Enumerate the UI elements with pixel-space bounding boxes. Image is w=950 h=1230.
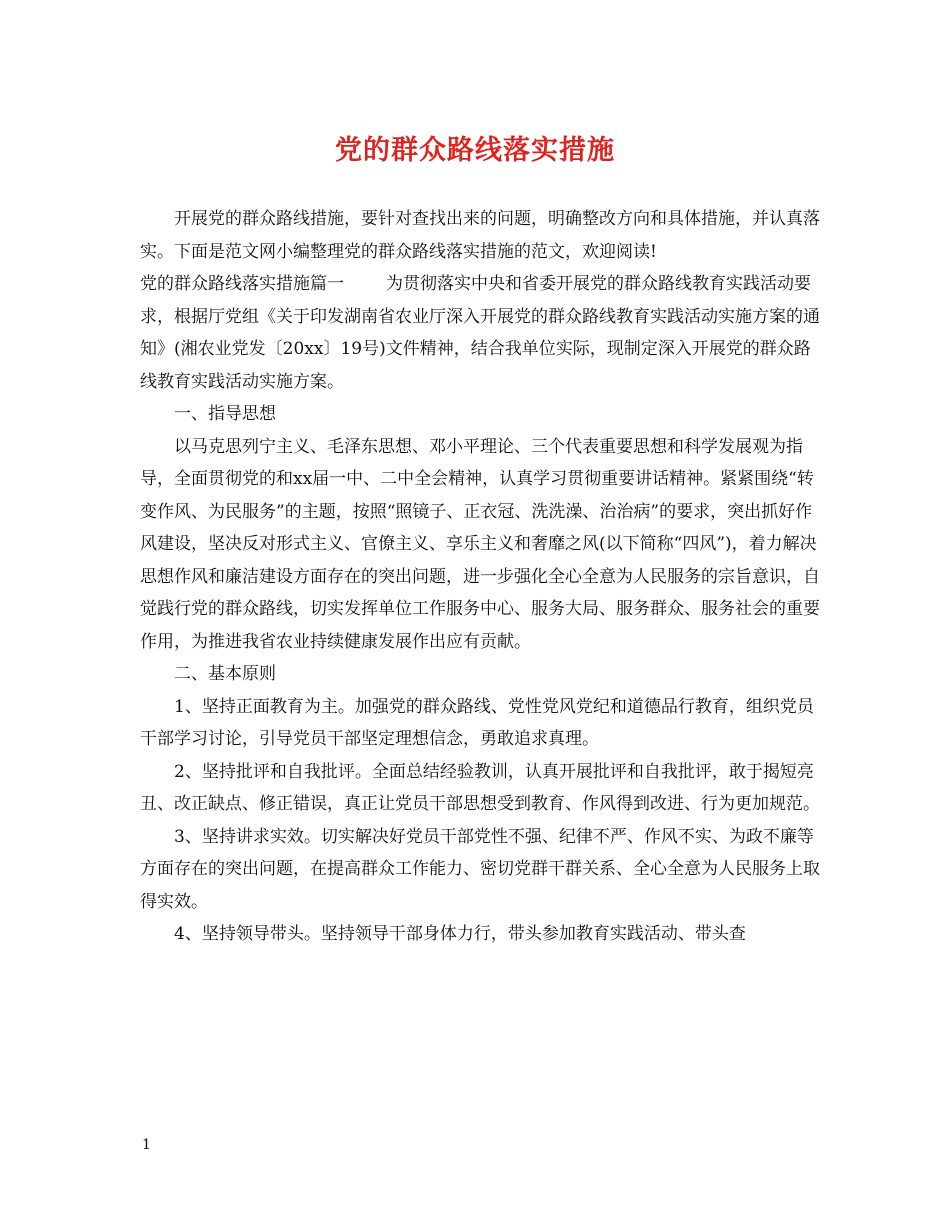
principle-item-3: 3、坚持讲求实效。切实解决好党员干部党性不强、纪律不严、作风不实、为政不廉等方面存在的突出问题，在提高群众工作能力、密切党群干群关系、全心全意为人民服务上取得实效。 — [140, 826, 820, 912]
page-number: 1 — [142, 1137, 151, 1153]
heading-basic-principles: 二、基本原则 — [174, 664, 276, 684]
heading-guiding-ideology: 一、指导思想 — [174, 404, 276, 424]
section-label: 党的群众路线落实措施篇一 — [140, 274, 344, 294]
principle-item-4: 4、坚持领导带头。坚持领导干部身体力行，带头参加教育实践活动、带头查 — [174, 924, 746, 944]
document-title: 党的群众路线落实措施 — [335, 135, 615, 166]
section-text: 为贯彻落实中央和省委开展党的群众路线教育实践活动要求，根据厅党组《关于印发湖南省农业厅深入开展党的群众路线教育实践活动实施方案的通知》(湘农业党发〔20xx〕19号)文件精神，结合我单位实际，现制定深入开展党的群众路线教育实践活动实施方案。 — [140, 274, 820, 392]
principle-item-1: 1、坚持正面教育为主。加强党的群众路线、党性党风党纪和道德品行教育，组织党员干部学习讨论，引导党员干部坚定理想信念，勇敢追求真理。 — [140, 696, 814, 749]
paragraph-guiding-ideology: 以马克思列宁主义、毛泽东思想、邓小平理论、三个代表重要思想和科学发展观为指导，全面贯彻党的和xx届一中、二中全会精神，认真学习贯彻重要讲话精神。紧紧围绕“转变作风、为民服务”的主题，按照“照镜子、正衣冠、洗洗澡、治治病”的要求，突出抓好作风建设，坚决反对形式主义、官僚主义、享乐主义和奢靡之风(以下简称“四风”)，着力解决思想作风和廉洁建设方面存在的突出问题，进一步强化全心全意为人民服务的宗旨意识，自觉践行党的群众路线，切实发挥单位工作服务中心、服务大局、服务群众、服务社会的重要作用，为推进我省农业持续健康发展作出应有贡献。 — [140, 436, 820, 652]
section-paragraph — [140, 268, 820, 398]
principle-item-2: 2、坚持批评和自我批评。全面总结经验教训，认真开展批评和自我批评，敢于揭短亮丑、改正缺点、修正错误，真正让党员干部思想受到教育、作风得到改进、行为更加规范。 — [140, 761, 820, 814]
document-body — [140, 203, 820, 951]
intro-paragraph: 开展党的群众路线措施，要针对查找出来的问题，明确整改方向和具体措施，并认真落实。下面是范文网小编整理党的群众路线落实措施的范文，欢迎阅读! — [140, 209, 820, 262]
